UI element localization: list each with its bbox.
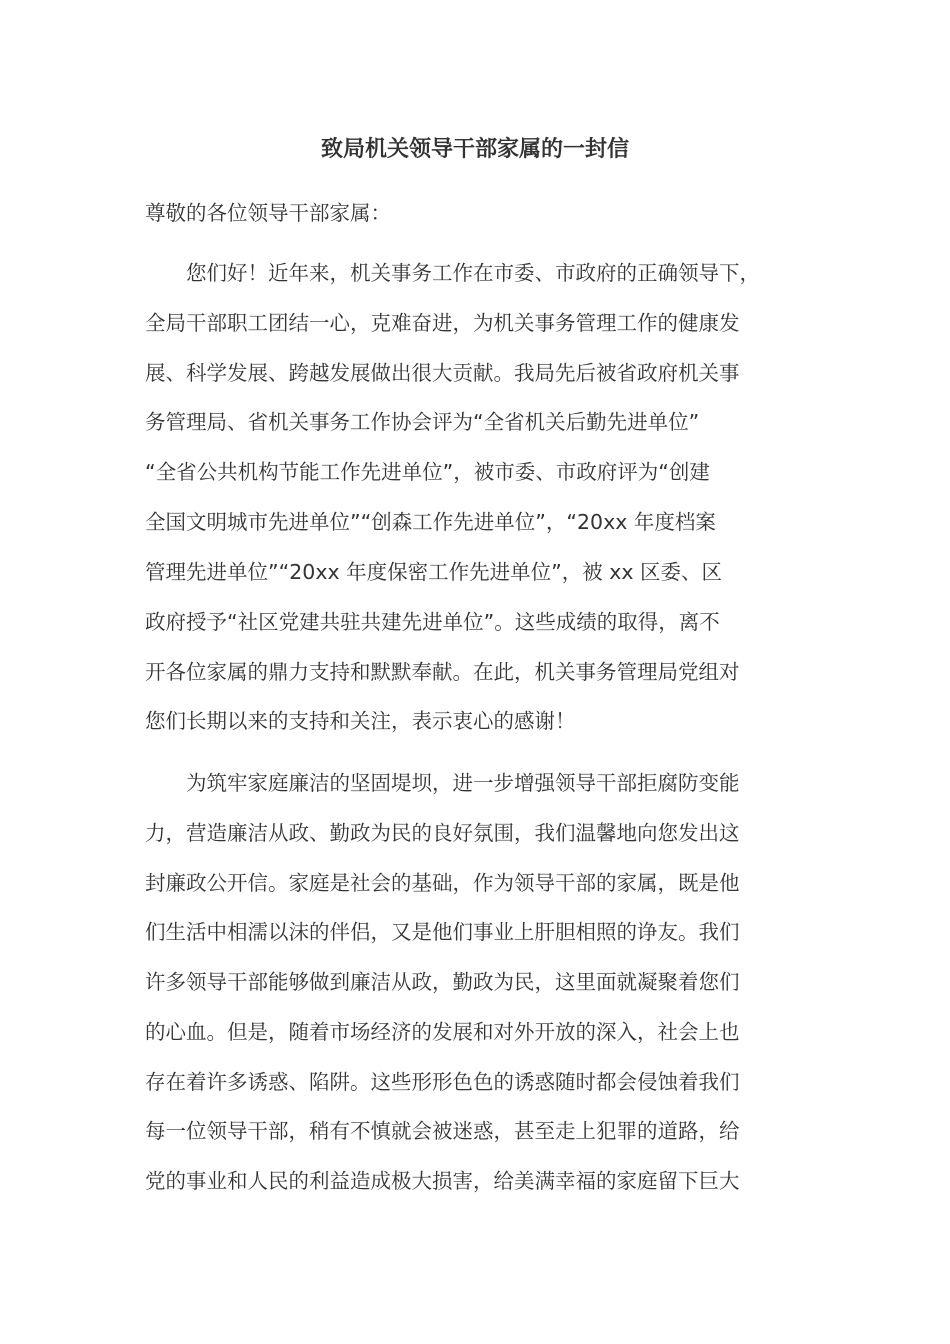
paragraph-1-line: 您们长期以来的支持和关注，表示衷心的感谢！ [145,709,576,733]
paragraph-2-line: 许多领导干部能够做到廉洁从政，勤政为民，这里面就凝聚着您们 [145,970,740,994]
paragraph-2-line: 为筑牢家庭廉洁的坚固堤坝，进一步增强领导干部拒腐防变能 [145,771,740,795]
paragraph-2-line: 存在着许多诱惑、陷阱。这些形形色色的诱惑随时都会侵蚀着我们 [145,1070,740,1094]
paragraph-1-line: 展、科学发展、跨越发展做出很大贡献。我局先后被省政府机关事 [145,361,740,385]
paragraph-1-line: 开各位家属的鼎力支持和默默奉献。在此，机关事务管理局党组对 [145,660,740,684]
paragraph-1-line: 全国文明城市先进单位”“创森工作先进单位”，“20xx 年度档案 [145,510,716,534]
paragraph-2-line: 的心血。但是，随着市场经济的发展和对外开放的深入，社会上也 [145,1020,740,1044]
paragraph-1-line: 政府授予“社区党建共驻共建先进单位”。这些成绩的取得，离不 [145,610,720,634]
paragraph-1-line: “全省公共机构节能工作先进单位”，被市委、市政府评为“创建 [145,460,710,484]
salutation: 尊敬的各位领导干部家属： [145,201,391,225]
paragraph-1-line: 全局干部职工团结一心，克难奋进，为机关事务管理工作的健康发 [145,311,740,335]
paragraph-2-line: 力，营造廉洁从政、勤政为民的良好氛围，我们温馨地向您发出这 [145,821,740,845]
paragraph-1-line: 务管理局、省机关事务工作协会评为“全省机关后勤先进单位” [145,410,700,434]
paragraph-1-line: 管理先进单位”“20xx 年度保密工作先进单位”，被 xx 区委、区 [145,560,723,584]
paragraph-2-line: 们生活中相濡以沫的伴侣，又是他们事业上肝胆相照的诤友。我们 [145,920,740,944]
document-title: 致局机关领导干部家属的一封信 [320,137,629,162]
paragraph-2-line: 党的事业和人民的利益造成极大损害，给美满幸福的家庭留下巨大 [145,1169,740,1193]
paragraph-2-line: 每一位领导干部，稍有不慎就会被迷惑，甚至走上犯罪的道路，给 [145,1119,740,1143]
paragraph-1-line: 您们好！近年来，机关事务工作在市委、市政府的正确领导下， [145,261,760,285]
paragraph-2-line: 封廉政公开信。家庭是社会的基础，作为领导干部的家属，既是他 [145,871,740,895]
